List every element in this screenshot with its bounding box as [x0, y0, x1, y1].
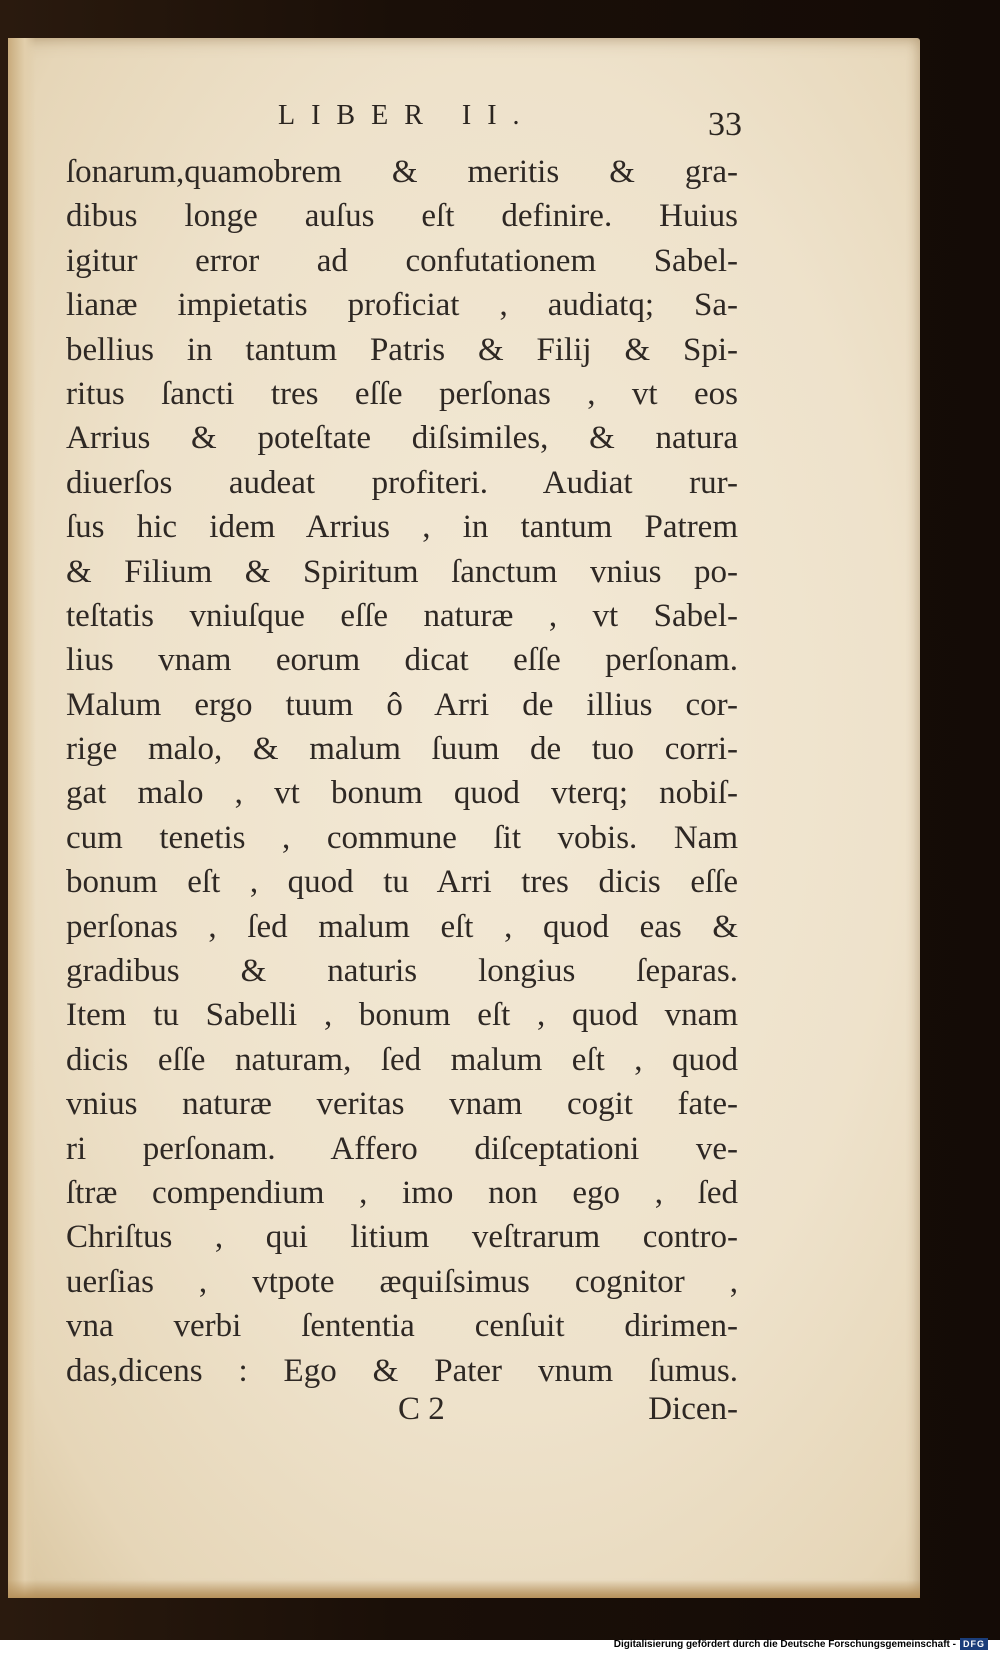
- text-line: igitur error ad confutationem Sabel-: [66, 242, 738, 279]
- text-line: perſonas , ſed malum eſt , quod eas &: [66, 908, 738, 945]
- text-line: lianæ impietatis proficiat , audiatq; Sa-: [66, 287, 738, 324]
- text-line: rige malo, & malum ſuum de tuo corri-: [66, 731, 738, 768]
- text-line: ſtræ compendium , imo non ego , ſed: [66, 1174, 738, 1211]
- text-line: dicis eſſe naturam, ſed malum eſt , quod: [66, 1041, 738, 1078]
- text-line: dibus longe auſus eſt definire. Huius: [66, 198, 738, 235]
- text-line: gat malo , vt bonum quod vterq; nobiſ-: [66, 775, 738, 812]
- text-line: das,dicens : Ego & Pater vnum ſumus.: [66, 1352, 738, 1389]
- book-page: [8, 38, 920, 1598]
- text-line: bonum eſt , quod tu Arri tres dicis eſſe: [66, 864, 738, 901]
- text-line: gradibus & naturis longius ſeparas.: [66, 953, 738, 990]
- text-line: vna verbi ſententia cenſuit dirimen-: [66, 1308, 738, 1345]
- page-gutter-shadow: [8, 38, 36, 1598]
- page-number: 33: [708, 106, 742, 143]
- text-line: ſonarum,quamobrem & meritis & gra-: [66, 154, 738, 190]
- text-line: vnius naturæ veritas vnam cogit fate-: [66, 1086, 738, 1123]
- body-text: [66, 150, 738, 1393]
- text-line: Malum ergo tuum ô Arri de illius cor-: [66, 686, 738, 723]
- signature-mark: C 2: [398, 1391, 445, 1427]
- credit-text: Digitalisierung gefördert durch die Deutsche Forschungsgemeinschaft -: [613, 1638, 956, 1650]
- digitization-credit: [614, 1638, 988, 1650]
- text-line: & Filium & Spiritum ſanctum vnius po-: [66, 553, 738, 590]
- catchline: [66, 1391, 738, 1435]
- text-line: bellius in tantum Patris & Filij & Spi-: [66, 331, 738, 368]
- text-line: teſtatis vniuſque eſſe naturæ , vt Sabel-: [66, 597, 738, 634]
- text-line: Arrius & poteſtate diſsimiles, & natura: [66, 420, 738, 457]
- running-head: LIBER II.: [278, 100, 536, 131]
- page-bottom-edge: [8, 1580, 920, 1598]
- text-line: ri perſonam. Affero diſceptationi ve-: [66, 1130, 738, 1167]
- text-line: Chriſtus , qui litium veſtrarum contro-: [66, 1219, 738, 1256]
- text-line: ſus hic idem Arrius , in tantum Patrem: [66, 509, 738, 546]
- text-line: cum tenetis , commune ſit vobis. Nam: [66, 819, 738, 856]
- text-line: Item tu Sabelli , bonum eſt , quod vnam: [66, 997, 738, 1034]
- text-line: lius vnam eorum dicat eſſe perſonam.: [66, 642, 738, 679]
- text-line: uerſias , vtpote æquiſsimus cognitor ,: [66, 1263, 738, 1300]
- text-line: diuerſos audeat profiteri. Audiat rur-: [66, 464, 738, 501]
- catchword: Dicen-: [648, 1391, 738, 1427]
- text-line: ritus ſancti tres eſſe perſonas , vt eos: [66, 375, 738, 412]
- dfg-logo: DFG: [960, 1638, 988, 1650]
